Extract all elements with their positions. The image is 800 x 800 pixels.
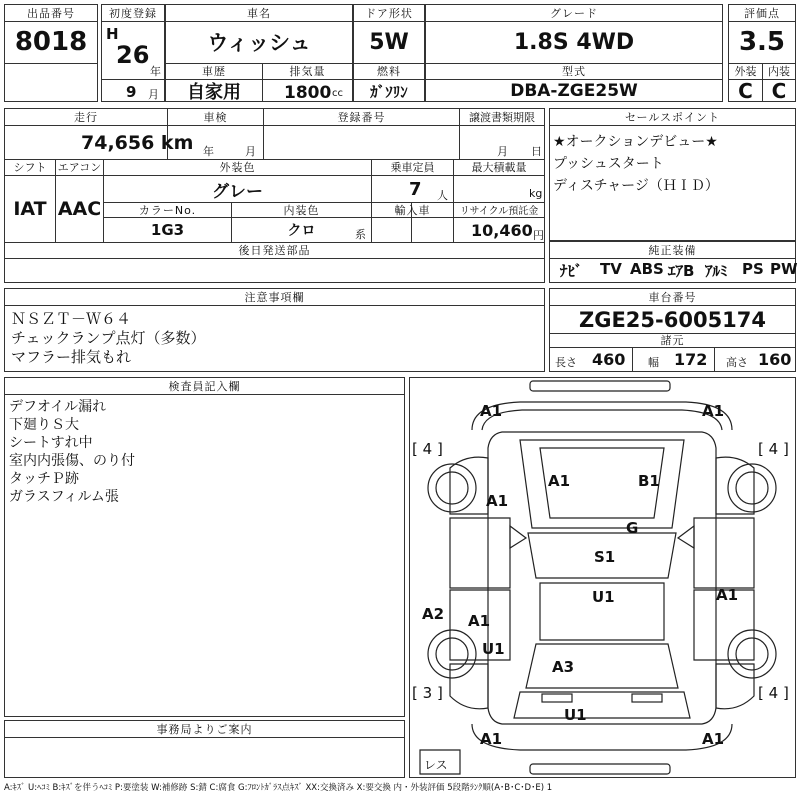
transfer-month-unit: 月 <box>497 145 508 158</box>
color-number: 1G3 <box>150 221 185 239</box>
registration-month: 9 <box>126 83 137 101</box>
mark-rear-right: A1 <box>702 730 725 748</box>
tire-rear-right: [ 4 ] <box>758 684 789 702</box>
era: H <box>106 25 119 43</box>
inspection-year-unit: 年 <box>203 145 214 158</box>
later-parts-label: 後日発送部品 <box>238 244 311 257</box>
shift-label: シフト <box>13 161 47 174</box>
door-cell <box>353 4 425 102</box>
note-line: ＮＳＺＴ－Ｗ６４ <box>11 310 132 328</box>
import-label: 輸入車 <box>394 203 431 217</box>
car-name-cell <box>165 4 353 102</box>
aircon: AAC <box>57 198 102 220</box>
inspector-line: 室内内張傷、のり付 <box>9 453 135 469</box>
mark-rear-a: A3 <box>552 658 575 676</box>
mark-side-left-b: A1 <box>468 612 491 630</box>
equipment-pw: PW <box>770 260 798 278</box>
height-label: 高さ <box>726 356 748 369</box>
recycle-deposit: 10,460 <box>471 221 533 240</box>
mark-fender-left: A1 <box>486 492 509 510</box>
spare-tire-status: レス <box>424 758 448 772</box>
displacement-unit: cc <box>332 88 343 99</box>
aircon-label: エアコン <box>57 161 102 174</box>
legend: A:ｷｽﾞ U:ﾍｺﾐ B:ｷｽﾞを伴うﾍｺﾐ P:要塗装 W:補修跡 S:錆 C:腐食 G:ﾌﾛﾝﾄｶﾞﾗｽ点ｷｽﾞ XX:交換済み X:要交換 内・外装評価 5段階ﾗﾝｸ順(A･B･C･D･E) 1 <box>4 783 553 793</box>
tire-front-left: [ 4 ] <box>412 440 443 458</box>
chassis-box <box>549 288 796 372</box>
interior-color-label: 内装色 <box>283 203 320 217</box>
equipment-label: 純正装備 <box>648 244 697 257</box>
mark-front-right: A1 <box>702 402 725 420</box>
equipment-box <box>549 241 796 283</box>
recycle-label: リサイクル預託金 <box>459 206 539 217</box>
grade-cell <box>425 4 723 102</box>
first-registration-cell <box>101 4 165 102</box>
note-line: チェックランプ点灯（多数） <box>11 329 206 347</box>
model-code-label: 型式 <box>562 65 586 78</box>
fuel-label: 燃料 <box>377 65 401 78</box>
interior-color: クロ <box>287 223 316 239</box>
width-label: 幅 <box>648 356 659 369</box>
registration-year: 26 <box>116 41 150 69</box>
color-number-label: カラーNo. <box>138 203 197 217</box>
lot-number: 8018 <box>14 27 88 57</box>
chassis-number: ZGE25-6005174 <box>578 307 767 332</box>
inspector-line: 下廻りＳ大 <box>9 417 79 433</box>
grade-label: グレード <box>550 7 598 20</box>
plate-label: 登録番号 <box>337 111 386 124</box>
inspector-line: タッチＰ跡 <box>9 471 79 487</box>
history-label: 車歴 <box>202 65 226 78</box>
tire-front-right-value: 4 <box>768 440 779 458</box>
mark-side-left-a: A2 <box>422 605 445 623</box>
mileage-label: 走行 <box>74 111 98 124</box>
transfer-day-unit: 日 <box>531 145 542 158</box>
score-cell <box>728 4 796 102</box>
length-label: 長さ <box>555 356 577 369</box>
notes-box <box>4 288 545 372</box>
displacement: 1800 <box>284 83 332 103</box>
equipment-alloy: ｱﾙﾐ <box>705 262 728 280</box>
mark-roof-mid: U1 <box>592 588 615 606</box>
tire-rear-left: [ 3 ] <box>412 684 443 702</box>
note-line: マフラー排気もれ <box>11 348 132 366</box>
equipment-abs: ABS <box>630 260 664 278</box>
tire-rear-left-value: 3 <box>422 684 433 702</box>
mark-windshield: G <box>626 519 639 537</box>
inspector-box <box>4 377 405 717</box>
shift: IAT <box>13 198 47 220</box>
capacity-unit: 人 <box>437 189 448 202</box>
mark-rear-u: U1 <box>564 706 587 724</box>
exterior-grade: C <box>738 79 753 103</box>
lot-number-label: 出品番号 <box>27 7 75 20</box>
car-outline <box>410 378 795 777</box>
width: 172 <box>674 350 708 369</box>
tire-rear-right-value: 4 <box>768 684 779 702</box>
grade: 1.8S 4WD <box>513 29 635 55</box>
height: 160 <box>758 350 792 369</box>
max-load-label: 最大積載量 <box>471 161 527 174</box>
exterior-color-label: 外装色 <box>219 161 256 174</box>
tire-front-left-value: 4 <box>422 440 433 458</box>
interior-grade: C <box>771 79 787 103</box>
equipment-airbag: ｴｱB <box>668 262 695 280</box>
notes-label: 注意事項欄 <box>244 291 305 304</box>
equipment-tv: TV <box>600 260 622 278</box>
exterior-color: グレー <box>212 181 263 202</box>
inspector-label: 検査員記入欄 <box>168 380 241 393</box>
year-unit: 年 <box>150 65 161 78</box>
tire-front-right: [ 4 ] <box>758 440 789 458</box>
inspector-line: ガラスフィルム張 <box>9 489 119 505</box>
mark-side-right: A1 <box>716 586 739 604</box>
inspection-month-unit: 月 <box>245 145 256 158</box>
sales-point-line: ディスチャージ（ＨＩＤ） <box>553 178 719 194</box>
score-label: 評価点 <box>744 7 780 20</box>
max-load-unit: kg <box>529 187 543 200</box>
length: 460 <box>592 350 626 369</box>
inspection-label: 車検 <box>203 111 228 124</box>
car-name-label: 車名 <box>247 7 271 20</box>
mark-side-left-c: U1 <box>482 640 505 658</box>
inspector-line: シートすれ中 <box>9 435 93 451</box>
car-name: ウィッシュ <box>207 31 311 55</box>
first-registration-label: 初度登録 <box>109 7 157 20</box>
transfer-deadline-label: 譲渡書類期限 <box>469 111 535 124</box>
details-block <box>4 108 545 283</box>
lot-number-cell <box>4 4 98 102</box>
recycle-unit: 円 <box>533 229 544 242</box>
score: 3.5 <box>738 27 786 57</box>
sales-point-line: プッシュスタート <box>553 156 664 172</box>
door-label: ドア形状 <box>365 7 413 20</box>
displacement-label: 排気量 <box>289 65 326 78</box>
spec-label: 諸元 <box>660 334 685 347</box>
capacity: 7 <box>409 179 422 200</box>
office-box <box>4 720 405 778</box>
mark-hood-right: B1 <box>638 472 660 490</box>
mark-front-left: A1 <box>480 402 503 420</box>
interior-color-unit: 系 <box>355 228 366 241</box>
chassis-label: 車台番号 <box>648 291 697 304</box>
model-code: DBA-ZGE25W <box>510 81 638 101</box>
sales-points-label: セールスポイント <box>624 111 720 124</box>
inspector-line: デフオイル漏れ <box>9 399 107 415</box>
interior-label: 内装 <box>768 65 790 78</box>
door-type: 5W <box>369 29 409 55</box>
exterior-label: 外装 <box>734 65 757 78</box>
mark-hood-left: A1 <box>548 472 571 490</box>
damage-diagram <box>409 377 796 778</box>
equipment-ps: PS <box>742 260 764 278</box>
history: 自家用 <box>187 82 241 103</box>
mark-rear-left: A1 <box>480 730 503 748</box>
capacity-label: 乗車定員 <box>390 161 435 174</box>
equipment-navi: ﾅﾋﾞ <box>560 262 583 280</box>
sales-point-line: ★オークションデビュー★ <box>553 134 718 150</box>
mileage: 74,656 km <box>81 132 194 154</box>
month-unit: 月 <box>148 88 159 101</box>
fuel: ｶﾞｿﾘﾝ <box>370 82 408 101</box>
office-label: 事務局よりご案内 <box>156 723 253 736</box>
sales-points-box <box>549 108 796 241</box>
mark-roof-front: S1 <box>594 548 616 566</box>
